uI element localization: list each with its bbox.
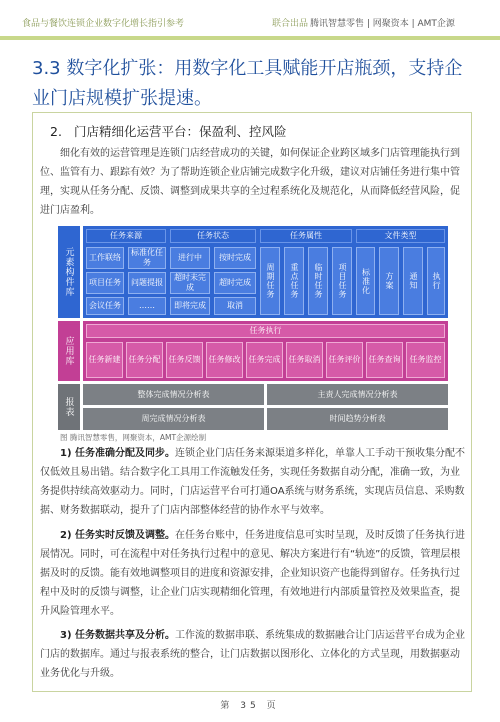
category-status: 任务状态 (170, 229, 256, 243)
status-cell: 超时完成 (214, 272, 256, 294)
attribute-cell: 重点任务 (284, 247, 304, 315)
diagram-caption: 图 腾讯智慧零售，网聚资本，AMT企源绘制 (60, 433, 207, 442)
point-paragraph (40, 444, 466, 520)
app-cell: 任务查询 (366, 342, 403, 378)
report-cell: 主责人完成情况分析表 (267, 384, 448, 405)
report-cell: 整体完成情况分析表 (83, 384, 264, 405)
point-paragraph (40, 526, 466, 621)
app-cell: 任务评价 (326, 342, 363, 378)
sidebar-apps-label: 应用库 (58, 321, 80, 381)
report-cell: 周完成情况分析表 (83, 408, 264, 430)
status-cell: 超时未完成 (170, 272, 210, 294)
app-cell: 任务分配 (126, 342, 163, 378)
point-paragraph (40, 626, 466, 683)
point-label: 1) 任务准确分配及同步。 (60, 448, 176, 459)
intro-paragraph: 细化有效的运营管理是连锁门店经营成功的关键，如何保证企业跨区域多门店管理能执行到位、监管有力、跟踪有效？为了帮助连锁企业店铺完成数字化升级，建议对店铺任务进行集中管理，实现从任务分配、反馈、调整到成果共享的全过程系统化及规范化，从而降低经营风险，促进门店盈利。 (40, 148, 460, 216)
header-publishers: 腾讯智慧零售 | 网聚资本 | AMT企源 (310, 19, 455, 29)
app-cell: 任务反馈 (166, 342, 203, 378)
subsection-title (50, 122, 287, 140)
subsection-title-text: 门店精细化运营平台：保盈利、控风险 (74, 124, 287, 139)
file-type-cell: 通知 (403, 247, 423, 315)
status-cell: 按时完成 (214, 247, 256, 269)
task-platform-diagram (58, 226, 448, 430)
point-text: 连锁企业门店任务来源渠道多样化，单靠人工手动干预收集分配不仅低效且易出错。结合数字化工具用工作流触发任务，实现任务数据自动分配，准确一致，为业务提供持续高效驱动力。同时，门店运营平台可打通OA系统与财务系统，实现店员信息、采购数据、财务数据联动，提升了门店内部整体经营的协作水平与效率。 (40, 448, 466, 516)
subsection-number: 2. (50, 124, 62, 139)
source-cell: 问题提报 (128, 272, 166, 294)
source-cell: 会议任务 (86, 297, 124, 315)
source-cell: 标准化任务 (128, 247, 166, 269)
app-cell: 任务修改 (206, 342, 243, 378)
task-execution-bar: 任务执行 (86, 324, 445, 338)
report-cell: 时间趋势分析表 (267, 408, 448, 430)
sidebar-reports-label: 报表 (58, 384, 80, 430)
attribute-cell: 周期任务 (260, 247, 280, 315)
file-type-cell: 方案 (379, 247, 399, 315)
status-cell: 即将完成 (170, 297, 210, 315)
file-type-cell: 标准化 (356, 247, 375, 315)
attribute-cell: 临时任务 (308, 247, 328, 315)
point-text: 工作流的数据串联、系统集成的数据融合让门店运营平台成为企业门店的数据库。通过与报表系统的整合，让门店数据以图形化、立体化的方式呈现，用数据驱动业务优化与升级。 (40, 630, 466, 679)
point-label: 2) 任务实时反馈及调整。 (60, 530, 176, 541)
app-cell: 任务新建 (86, 342, 123, 378)
status-cell: 进行中 (170, 247, 210, 269)
status-cell: 取消 (214, 297, 256, 315)
attribute-cell: 项目任务 (332, 247, 352, 315)
source-cell: …… (128, 297, 166, 315)
source-cell: 工作联络 (86, 247, 124, 269)
header-divider (0, 36, 500, 40)
category-source: 任务来源 (86, 229, 166, 243)
app-cell: 任务取消 (286, 342, 323, 378)
source-cell: 项目任务 (86, 272, 124, 294)
header-published-by: 联合出品 (272, 19, 309, 29)
file-type-cell: 执行 (427, 247, 445, 315)
app-cell: 任务完成 (246, 342, 283, 378)
app-cell: 任务监控 (406, 342, 445, 378)
sidebar-elements-label: 元素构件库 (58, 226, 80, 318)
page-number: 第 35 页 (220, 701, 280, 711)
header-doc-title: 食品与餐饮连锁企业数字化增长指引参考 (22, 19, 185, 29)
category-file-type: 文件类型 (356, 229, 445, 243)
category-attribute: 任务属性 (260, 229, 352, 243)
point-label: 3) 任务数据共享及分析。 (60, 630, 176, 641)
section-title: 3.3 数字化扩张：用数字化工具赋能开店瓶颈，支持企业门店规模扩张提速。 (32, 58, 463, 109)
point-text: 在任务台账中，任务进度信息可实时呈现，及时反馈了任务执行进展情况。同时，可在流程中对任务执行过程中的意见、解决方案进行有“轨迹”的反馈，管理层根据及时的反馈。能有效地调整项目的进度和资源安排，企业知识资产也能得到留存。任务执行过程中及时的反馈与调整，让企业门店实现精细化管理，有效地进行内部质量管控及效果监查，提升风险管理水平。 (40, 530, 466, 617)
page-header (0, 0, 500, 44)
